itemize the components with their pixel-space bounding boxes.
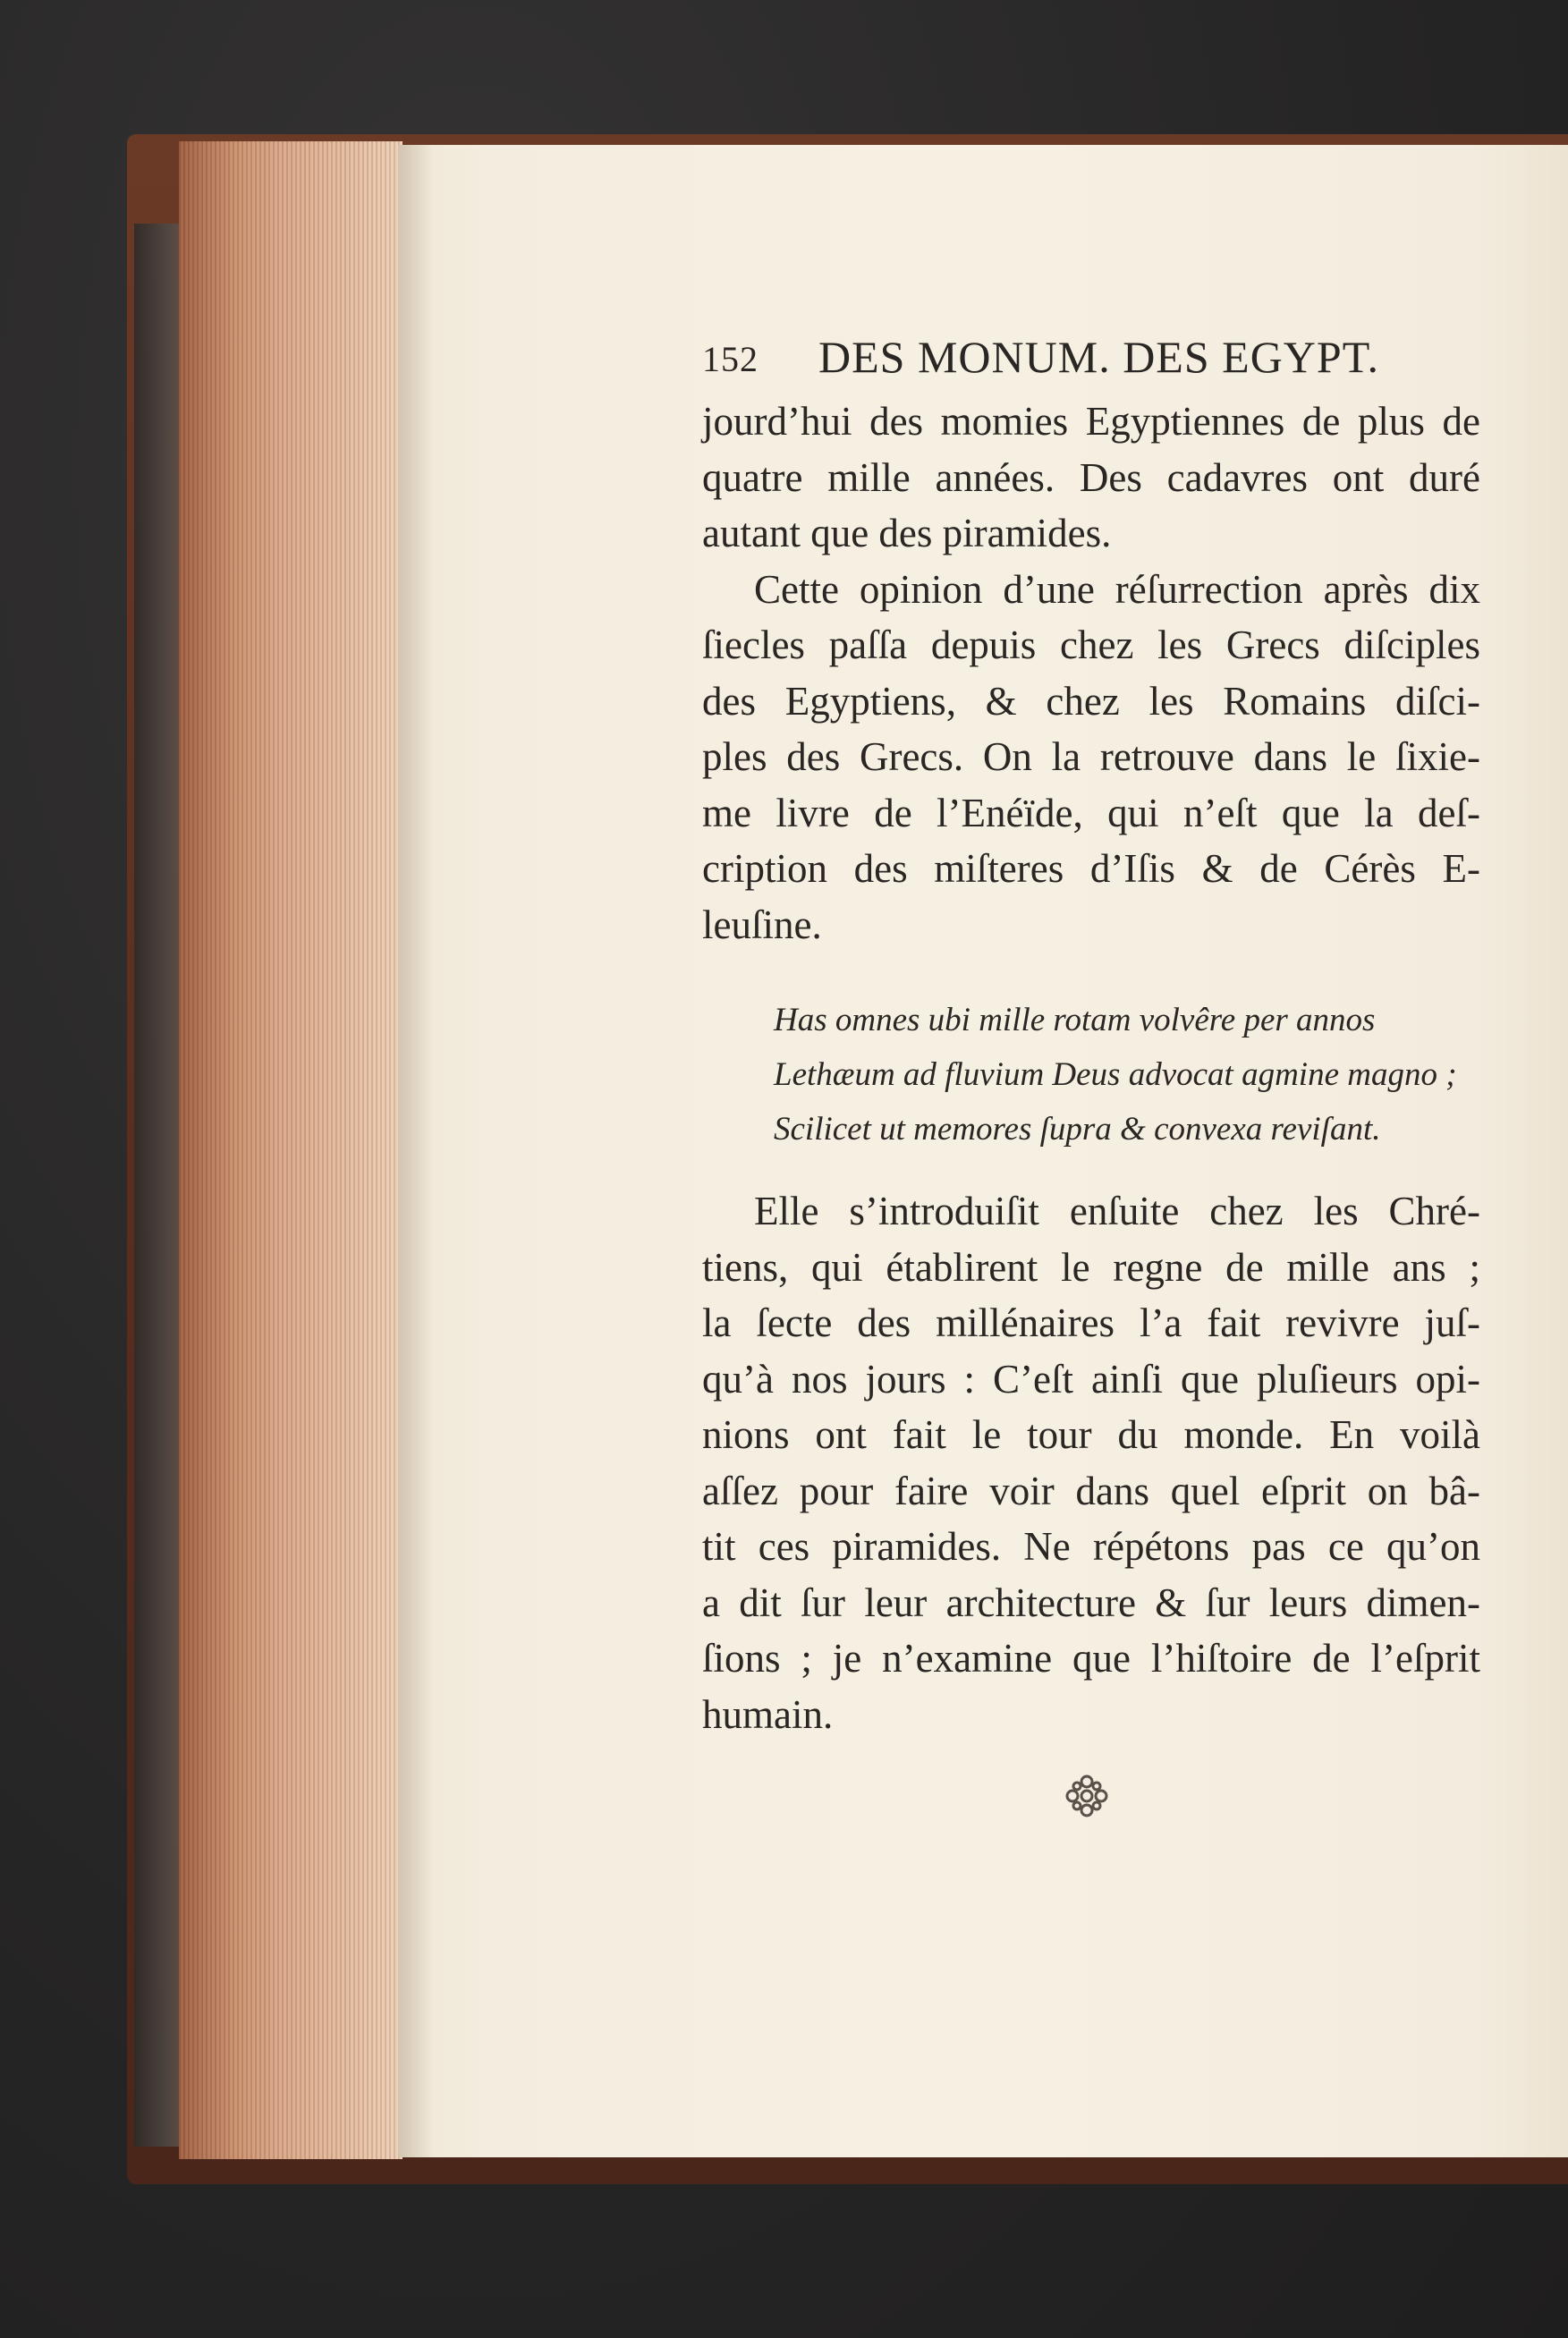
text-line: Elle s’introduiſit enſuite chez les Chré- [754, 1189, 1480, 1233]
text-line: autant que des piramides. [702, 511, 1112, 555]
text-block [702, 331, 1480, 1742]
text-line: me livre de l’Enéïde, qui n’eſt que la deſ- [702, 790, 1480, 835]
text-line: ples des Grecs. On la retrouve dans le ſixie- [702, 734, 1480, 779]
text-line: ſiecles paſſa depuis chez les Grecs diſciples [702, 623, 1480, 667]
verse-line: Scilicet ut memores ſupra & convexa reviſant. [774, 1111, 1381, 1148]
paragraph-2 [702, 562, 1480, 953]
text-line: des Egyptiens, & chez les Romains diſci- [702, 678, 1480, 724]
page-number: 152 [702, 339, 759, 379]
text-line: cription des miſteres d’Iſis & de Cérès E- [702, 846, 1480, 891]
paragraph-3 [702, 1183, 1480, 1742]
text-line: la ſecte des millénaires l’a fait revivre juſ- [702, 1300, 1480, 1345]
text-line: qu’à nos jours : C’eſt ainſi que pluſieurs opi- [702, 1356, 1480, 1402]
page-block-edge [179, 141, 403, 2159]
text-line: ſions ; je n’examine que l’hiſtoire de l’eſprit [702, 1636, 1480, 1681]
verse-line: Has omnes ubi mille rotam volvêre per annos [774, 1002, 1376, 1038]
text-line: aſſez pour faire voir dans quel eſprit on bâ- [702, 1468, 1480, 1513]
floral-ornament-icon [1060, 1769, 1114, 1823]
running-head [702, 331, 1480, 394]
text-line: tiens, qui établirent le regne de mille ans ; [702, 1244, 1480, 1290]
text-line: jourd’hui des momies Egyptiennes de plus de [702, 399, 1480, 444]
text-line: tit ces piramides. Ne répétons pas ce qu’on [702, 1524, 1480, 1569]
text-line: leuſine. [702, 902, 822, 947]
text-line: nions ont fait le tour du monde. En voilà [702, 1412, 1480, 1457]
text-line: a dit ſur leur architecture & ſur leurs dimen- [702, 1580, 1480, 1625]
paragraph-1 [702, 394, 1480, 562]
text-line: humain. [702, 1691, 834, 1737]
latin-verse [774, 993, 1480, 1156]
running-head-title: DES MONUM. DES EGYPT. [818, 332, 1380, 382]
verse-line: Lethæum ad fluvium Deus advocat agmine magno ; [774, 1056, 1457, 1093]
text-line: Cette opinion d’une réſurrection après dix [754, 566, 1480, 612]
text-line: quatre mille années. Des cadavres ont duré [702, 454, 1480, 500]
page-gutter-shadow [398, 145, 434, 2157]
